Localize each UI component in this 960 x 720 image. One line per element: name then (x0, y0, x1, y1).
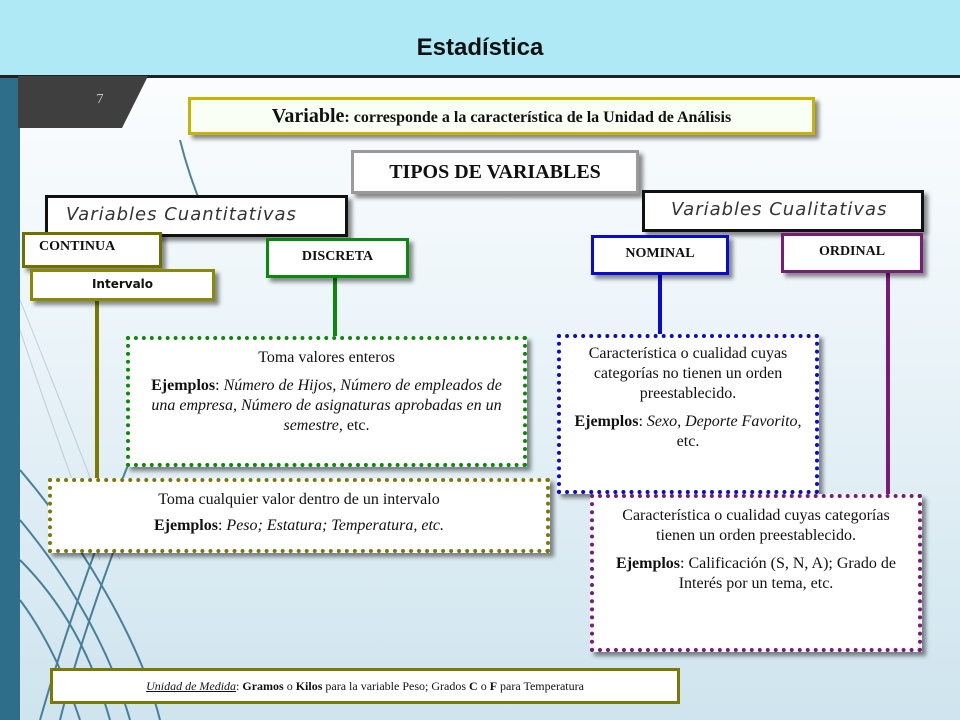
page-title: Estadística (416, 34, 544, 61)
units-o-1: o (283, 679, 296, 693)
units-kilos: Kilos (295, 679, 323, 693)
units-label: Unidad de Medida (146, 679, 237, 693)
variables-cuantitativas-box: Variables Cuantitativas (45, 195, 348, 237)
definition-term: Variable (271, 105, 345, 127)
nominal-examples: Ejemplos: Sexo, Deporte Favorito, etc. (574, 413, 802, 450)
units-f: F (489, 679, 498, 693)
discreta-description-box (126, 336, 527, 467)
variable-definition (188, 97, 815, 135)
units-gramos: Gramos (242, 679, 284, 693)
units-o-2: o (477, 679, 490, 693)
unidad-de-medida-box (50, 668, 680, 704)
nominal-examples-text: Sexo, Deporte Favorito (646, 413, 798, 430)
discreta-examples-tail: etc. (342, 417, 370, 434)
continua-description-box (48, 478, 550, 553)
units-c: C (469, 679, 478, 693)
nominal-description-box (557, 334, 819, 494)
ordinal-label: ORDINAL (781, 233, 923, 273)
ordinal-examples-label: Ejemplos (616, 555, 681, 572)
discreta-examples: Ejemplos: Número de Hijos, Número de empleados de una empresa, Número de asignaturas aprobadas en un semestre, etc. (151, 377, 502, 434)
connector-continua (95, 301, 99, 481)
discreta-examples-label: Ejemplos (151, 377, 216, 394)
units-text-1: para la variable Peso; Grados (322, 679, 470, 693)
nominal-examples-label: Ejemplos (574, 413, 639, 430)
units-text-2: para Temperatura (497, 679, 584, 693)
discreta-label: DISCRETA (266, 238, 409, 278)
intervalo-label: Intervalo (30, 269, 215, 301)
side-strip (0, 78, 20, 720)
nominal-examples-tail: , etc. (676, 413, 802, 450)
continua-description: Toma cualquier valor dentro de un intervalo (158, 491, 440, 508)
tipos-de-variables-title: TIPOS DE VARIABLES (351, 150, 639, 194)
connector-ordinal (886, 273, 890, 497)
discreta-examples-text: Número de Hijos, Número de empleados de una empresa, Número de asignaturas aprobadas en un semestre, (151, 377, 502, 434)
discreta-description: Toma valores enteros (258, 349, 395, 366)
continua-examples: Ejemplos: Peso; Estatura; Temperatura, etc. (153, 517, 445, 534)
ordinal-description-box (590, 494, 922, 652)
nominal-description: Característica o cualidad cuyas categorías no tienen un orden preestablecido. (588, 345, 788, 402)
ordinal-description: Característica o cualidad cuyas categorías tienen un orden preestablecido. (622, 507, 890, 544)
units-sep: : (236, 679, 243, 693)
continua-examples-text: Peso; Estatura; Temperatura, etc. (226, 517, 445, 534)
ordinal-examples (604, 554, 908, 594)
nominal-label: NOMINAL (591, 235, 729, 275)
connector-discreta (333, 278, 337, 338)
slide-number: 7 (96, 92, 104, 107)
definition-text: : corresponde a la característica de la Unidad de Análisis (344, 109, 732, 126)
continua-examples-label: Ejemplos (153, 517, 218, 534)
continua-label: CONTINUA (22, 232, 162, 268)
ordinal-examples-text: : Calificación (S, N, A); Grado de Interés por un tema, etc. (678, 555, 896, 592)
variables-cualitativas-box: Variables Cualitativas (642, 190, 924, 232)
connector-nominal (658, 275, 662, 335)
title-bar (0, 0, 960, 78)
